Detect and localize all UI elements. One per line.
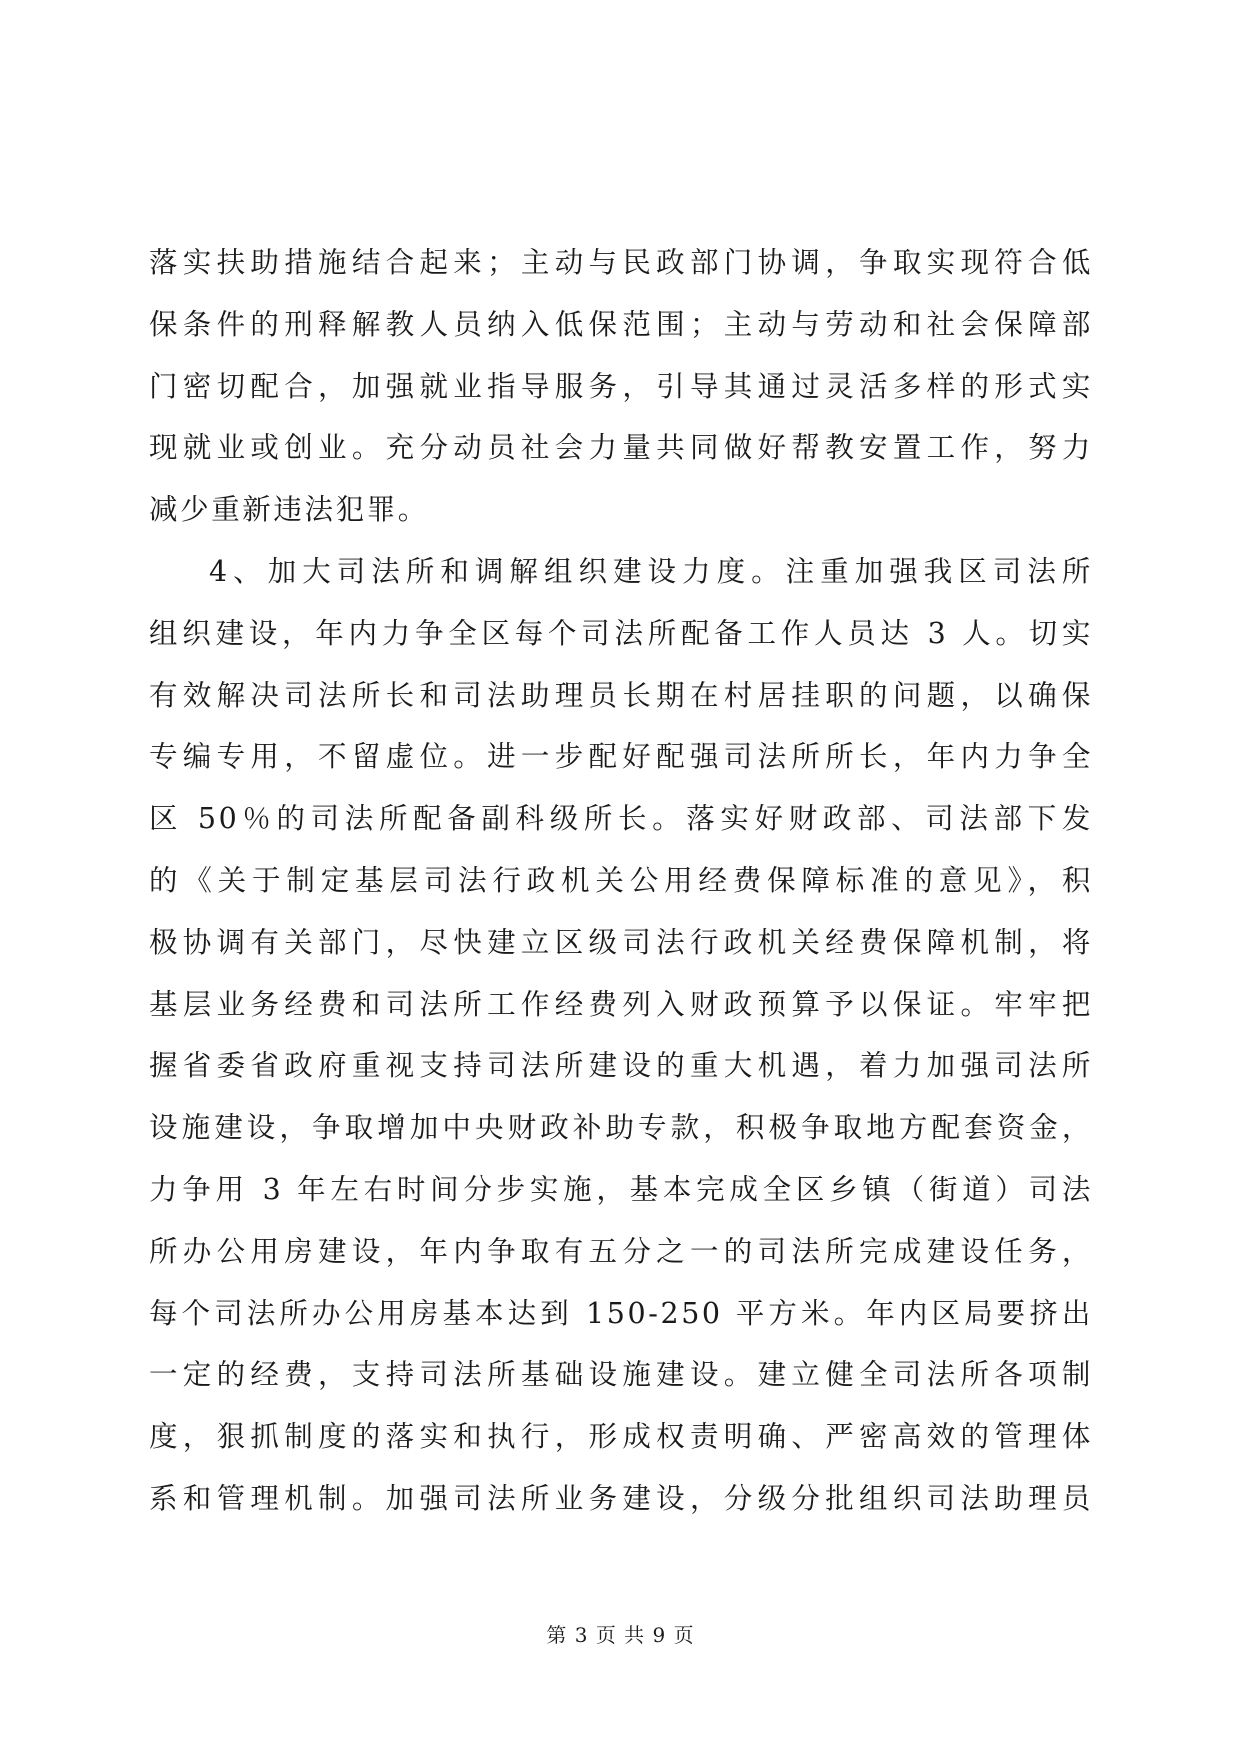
text-line: 力争用 3 年左右时间分步实施，基本完成全区乡镇（街道）司法 (149, 1172, 1093, 1206)
paragraph-2 (149, 541, 1093, 1530)
text-line: 基层业务经费和司法所工作经费列入财政预算予以保证。牢牢把 (149, 987, 1093, 1021)
text-line: 系和管理机制。加强司法所业务建设，分级分批组织司法助理员 (149, 1481, 1093, 1515)
text-line: 极协调有关部门，尽快建立区级司法行政机关经费保障机制，将 (149, 925, 1093, 959)
text-line: 专编专用，不留虚位。进一步配好配强司法所所长，年内力争全 (149, 740, 1093, 774)
text-line: 每个司法所办公用房基本达到 150-250 平方米。年内区局要挤出 (149, 1296, 1093, 1330)
text-line: 保条件的刑释解教人员纳入低保范围；主动与劳动和社会保障部 (149, 307, 1093, 341)
text-line: 一定的经费，支持司法所基础设施建设。建立健全司法所各项制 (149, 1358, 1093, 1392)
body-text (149, 232, 1093, 1530)
page-number: 第 3 页 共 9 页 (546, 1623, 695, 1647)
text-line: 所办公用房建设，年内争取有五分之一的司法所完成建设任务， (149, 1234, 1093, 1268)
text-line: 有效解决司法所长和司法助理员长期在村居挂职的问题，以确保 (149, 678, 1093, 712)
text-line: 的《关于制定基层司法行政机关公用经费保障标准的意见》，积 (149, 863, 1093, 897)
text-line: 组织建设，年内力争全区每个司法所配备工作人员达 3 人。切实 (149, 616, 1093, 650)
text-line: 握省委省政府重视支持司法所建设的重大机遇，着力加强司法所 (149, 1049, 1093, 1083)
text-line: 减少重新违法犯罪。 (149, 493, 429, 527)
page-footer (0, 1623, 1241, 1647)
text-line: 4、加大司法所和调解组织建设力度。注重加强我区司法所 (209, 554, 1093, 588)
text-line: 设施建设，争取增加中央财政补助专款，积极争取地方配套资金， (149, 1111, 1093, 1145)
text-line: 度，狠抓制度的落实和执行，形成权责明确、严密高效的管理体 (149, 1420, 1093, 1454)
text-line: 门密切配合，加强就业指导服务，引导其通过灵活多样的形式实 (149, 369, 1093, 403)
paragraph-1 (149, 232, 1093, 541)
text-line: 落实扶助措施结合起来；主动与民政部门协调，争取实现符合低 (149, 246, 1093, 279)
text-line: 区 50％的司法所配备副科级所长。落实好财政部、司法部下发 (149, 802, 1093, 836)
text-line: 现就业或创业。充分动员社会力量共同做好帮教安置工作，努力 (149, 431, 1093, 465)
